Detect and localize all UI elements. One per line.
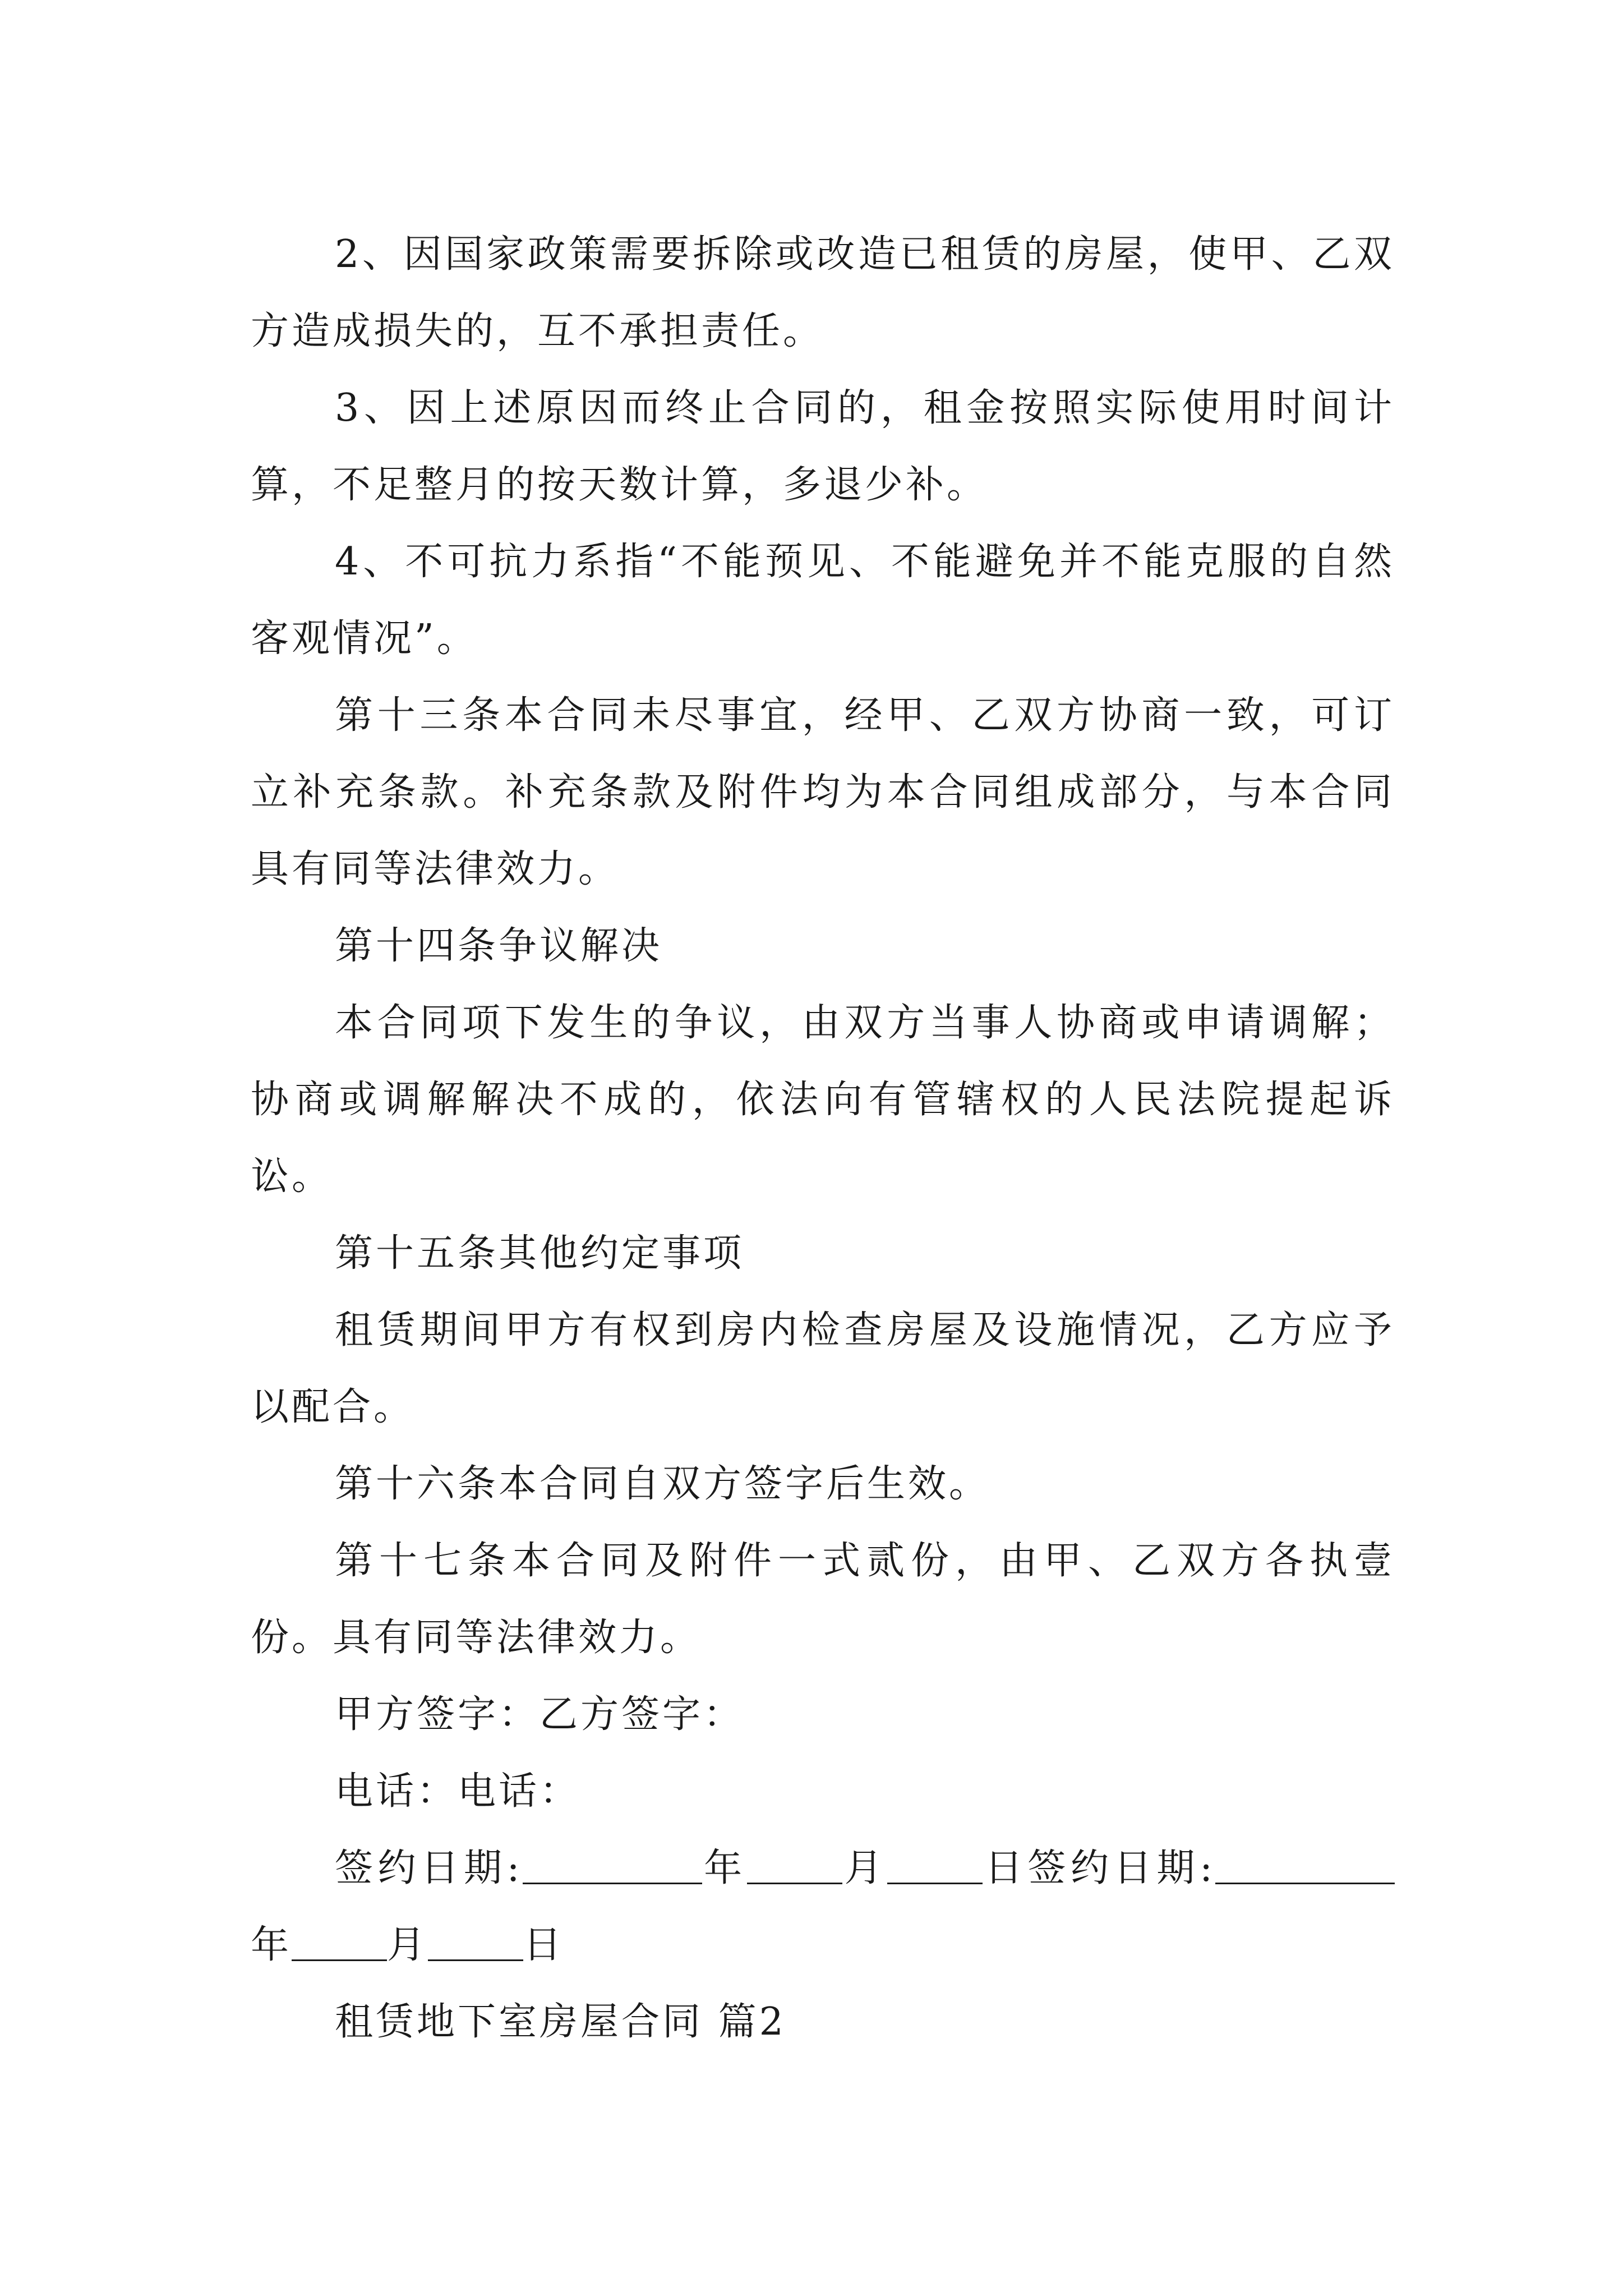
signature-line: 甲方签字：乙方签字： (335, 1692, 745, 1737)
day-blank-b (428, 1926, 523, 1961)
signing-date-line (251, 1830, 1395, 1984)
document-body (251, 216, 1395, 2060)
year-label-b: 年 (251, 1923, 292, 1967)
paragraph-article-16: 第十六条本合同自双方签字后生效。 (335, 1462, 990, 1506)
day-label-b: 日 (523, 1923, 565, 1967)
paragraph-clause-12-2: 2、因国家政策需要拆除或改造已租赁的房屋，使甲、乙双方造成损失的，互不承担责任。 (251, 232, 1395, 353)
paragraph-clause-12-3: 3、因上述原因而终止合同的，租金按照实际使用时间计算，不足整月的按天数计算，多退少补。 (251, 386, 1395, 507)
paragraph-dispute-resolution: 本合同项下发生的争议，由双方当事人协商或申请调解；协商或调解解决不成的，依法向有管辖权的人民法院提起诉讼。 (251, 1001, 1395, 1199)
month-blank-b (292, 1926, 387, 1961)
phone-line: 电话：电话： (335, 1769, 581, 1814)
month-label-b: 月 (387, 1923, 428, 1967)
year-label-a: 年 (702, 1846, 747, 1890)
year-blank-b (1215, 1849, 1395, 1884)
paragraph-inspection: 租赁期间甲方有权到房内检查房屋及设施情况，乙方应予以配合。 (251, 1308, 1395, 1429)
heading-article-14: 第十四条争议解决 (335, 924, 663, 968)
paragraph-article-17: 第十七条本合同及附件一式贰份，由甲、乙双方各执壹份。具有同等法律效力。 (251, 1539, 1395, 1660)
day-blank-a (887, 1849, 983, 1884)
month-blank-a (747, 1849, 842, 1884)
paragraph-article-13: 第十三条本合同未尽事宜，经甲、乙双方协商一致，可订立补充条款。补充条款及附件均为本合同组成部分，与本合同具有同等法律效力。 (251, 693, 1395, 891)
next-contract-title: 租赁地下室房屋合同 篇2 (335, 2000, 786, 2044)
signing-date-label-a: 签约日期: (335, 1846, 523, 1890)
year-blank-a (523, 1849, 702, 1884)
paragraph-clause-12-4: 4、不可抗力系指“不能预见、不能避免并不能克服的自然客观情况”。 (251, 540, 1395, 661)
day-label-a: 日签约日期: (983, 1846, 1215, 1890)
month-label-a: 月 (842, 1846, 888, 1890)
heading-article-15: 第十五条其他约定事项 (335, 1231, 745, 1276)
